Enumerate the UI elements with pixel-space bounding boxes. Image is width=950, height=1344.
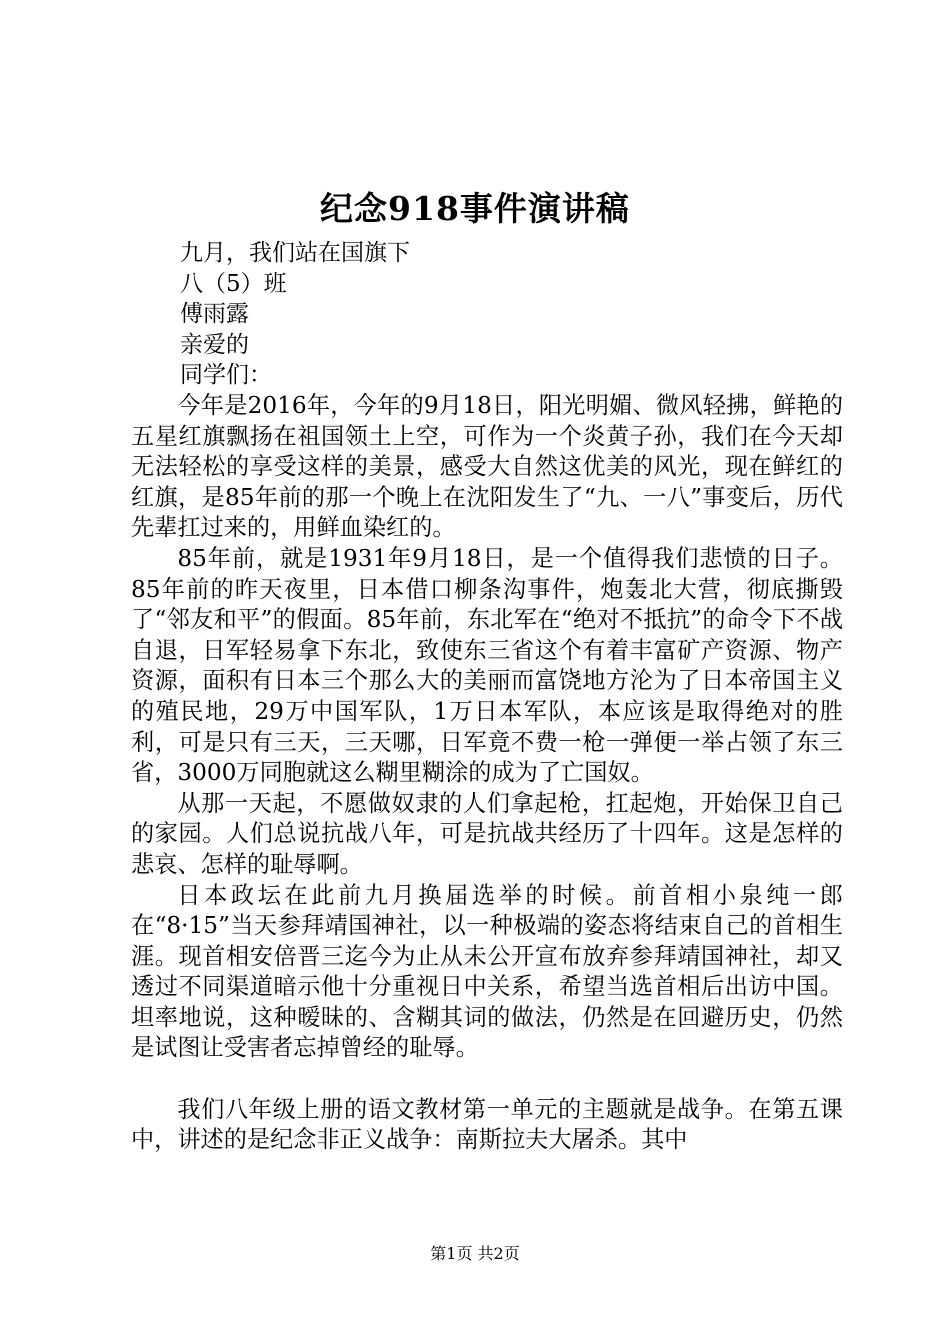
paragraph-2: 85年前，就是1931年9月18日，是一个值得我们悲愤的日子。85年前的昨天夜里，日本借口柳条沟事件，炮轰北大营，彻底撕毁了“邻友和平”的假面。85年前，东北军在“绝对不抵抗”的命令下不战自退，日军轻易拿下东北，致使东三省这个有着丰富矿产资源、物产资源，面积有日本三个那么大的美丽而富饶地方沦为了日本帝国主义的殖民地，29万中国军队，1万日本军队，本应该是取得绝对的胜利，可是只有三天，三天哪，日军竟不费一枪一弹便一举占领了东三省，3000万同胞就这么糊里糊涂的成为了亡国奴。 bbox=[131, 544, 843, 787]
document-title: 纪念918事件演讲稿 bbox=[320, 189, 630, 228]
speech-body bbox=[131, 391, 843, 1156]
paragraph-5: 我们八年级上册的语文教材第一单元的主题就是战争。在第五课中，讲述的是纪念非正义战争：南斯拉夫大屠杀。其中 bbox=[131, 1095, 843, 1154]
speech-header bbox=[180, 238, 410, 391]
speech-subtitle: 九月，我们站在国旗下 bbox=[180, 240, 410, 266]
salutation-line-2: 同学们： bbox=[180, 362, 272, 388]
author-name: 傅雨露 bbox=[180, 301, 249, 327]
page-footer: 第1页 共2页 bbox=[430, 1244, 520, 1263]
class-name: 八（5）班 bbox=[180, 270, 287, 297]
paragraph-1: 今年是2016年，今年的9月18日，阳光明媚、微风轻拂，鲜艳的五星红旗飘扬在祖国领土上空，可作为一个炎黄子孙，我们在今天却无法轻松的享受这样的美景，感受大自然这优美的风光，现在鲜红的红旗，是85年前的那一个晚上在沈阳发生了“九、一八”事变后，历代先辈扛过来的，用鲜血染红的。 bbox=[131, 392, 843, 542]
paragraph-3: 从那一天起，不愿做奴隶的人们拿起枪，扛起炮，开始保卫自己的家园。人们总说抗战八年，可是抗战共经历了十四年。这是怎样的悲哀、怎样的耻辱啊。 bbox=[131, 789, 843, 878]
paragraph-spacer bbox=[131, 1064, 843, 1095]
paragraph-4: 日本政坛在此前九月换届选举的时候。前首相小泉纯一郎在“8·15”当天参拜靖国神社，以一种极端的姿态将结束自己的首相生涯。现首相安倍晋三迄今为止从未公开宣布放弃参拜靖国神社，却又透过不同渠道暗示他十分重视日中关系，希望当选首相后出访中国。坦率地说，这种暧昧的、含糊其词的做法，仍然是在回避历史，仍然是试图让受害者忘掉曾经的耻辱。 bbox=[131, 881, 843, 1062]
salutation-line-1: 亲爱的 bbox=[180, 331, 249, 358]
